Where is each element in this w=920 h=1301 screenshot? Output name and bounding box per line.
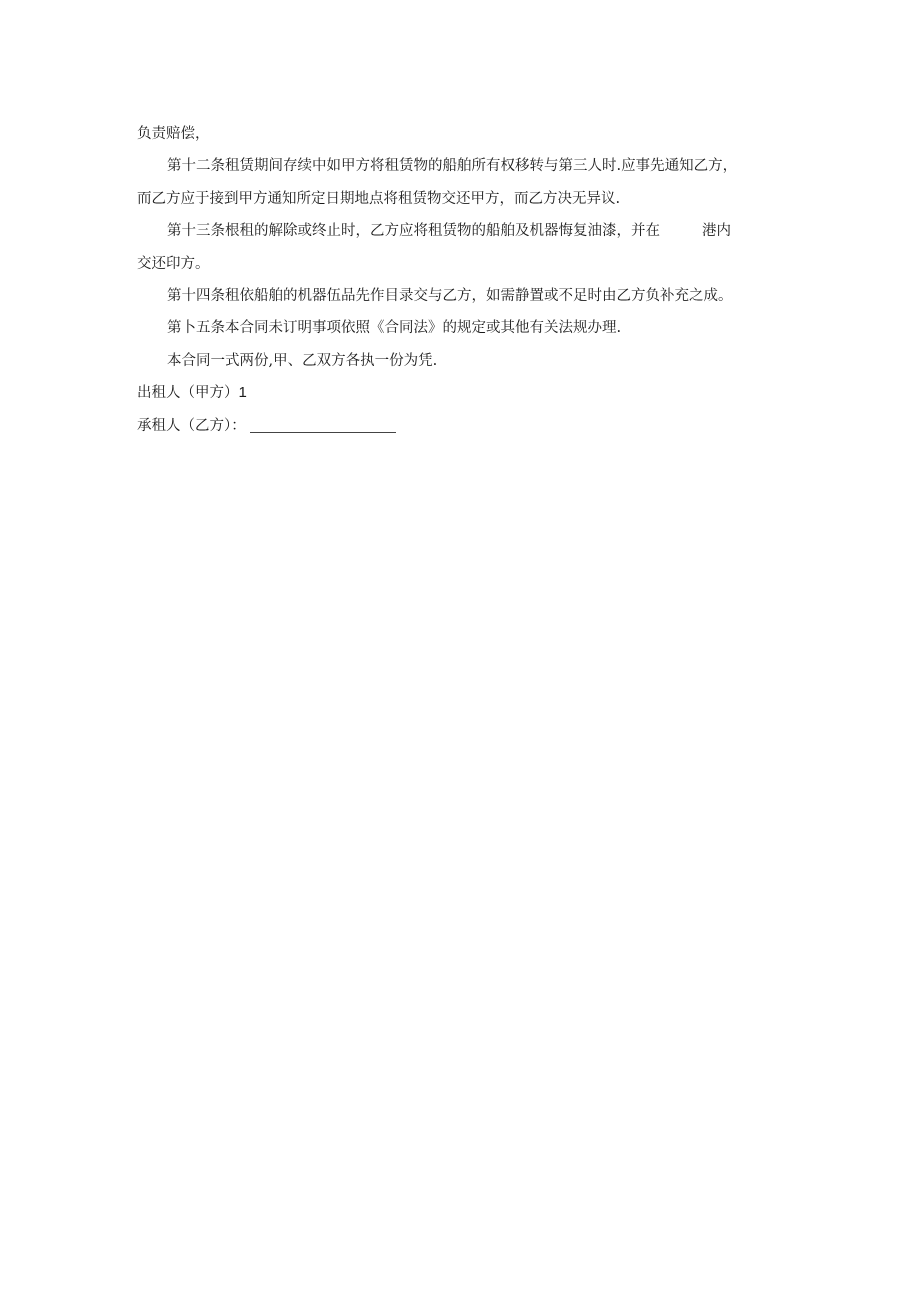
lessor-value: 1: [238, 384, 247, 402]
intro-line: 负责赔偿，: [137, 126, 210, 142]
lessee-signature-blank[interactable]: [250, 418, 396, 433]
clause-12-line-1: 第十二条租赁期间存续中如甲方将租赁物的船舶所有权移转与第三人时.应事先通知乙方，: [167, 158, 738, 175]
copies-clause: 本合同一式两份,甲、乙双方各执一份为凭.: [167, 352, 438, 369]
clause-13-line-2: 交还印方。: [137, 255, 210, 272]
contract-body: [137, 118, 782, 442]
lessee-signature-line: [137, 410, 782, 442]
clause-13-text: 第十三条根租的解除或终止时，乙方应将租赁物的船舶及机器悔复油漆，并在: [167, 223, 660, 240]
lessor-label: 出租人（甲方）: [137, 385, 239, 402]
lessor-signature-line: [137, 377, 782, 409]
clause-14: 第十四条租依船舶的机器伍品先作目录交与乙方，如需静置或不足时由乙方负补充之成。: [167, 287, 733, 304]
clause-12-line-2: 而乙方应于接到甲方通知所定日期地点将租赁物交还甲方，而乙方决无异议.: [137, 190, 621, 207]
clause-13-port: 港内: [702, 223, 731, 240]
lessee-label: 承租人（乙方）：: [137, 417, 246, 434]
clause-15: 第卜五条本合同未订明事项依照《合同法》的规定或其他有关法规办理.: [167, 320, 622, 337]
clause-13-line-1: [137, 215, 782, 247]
